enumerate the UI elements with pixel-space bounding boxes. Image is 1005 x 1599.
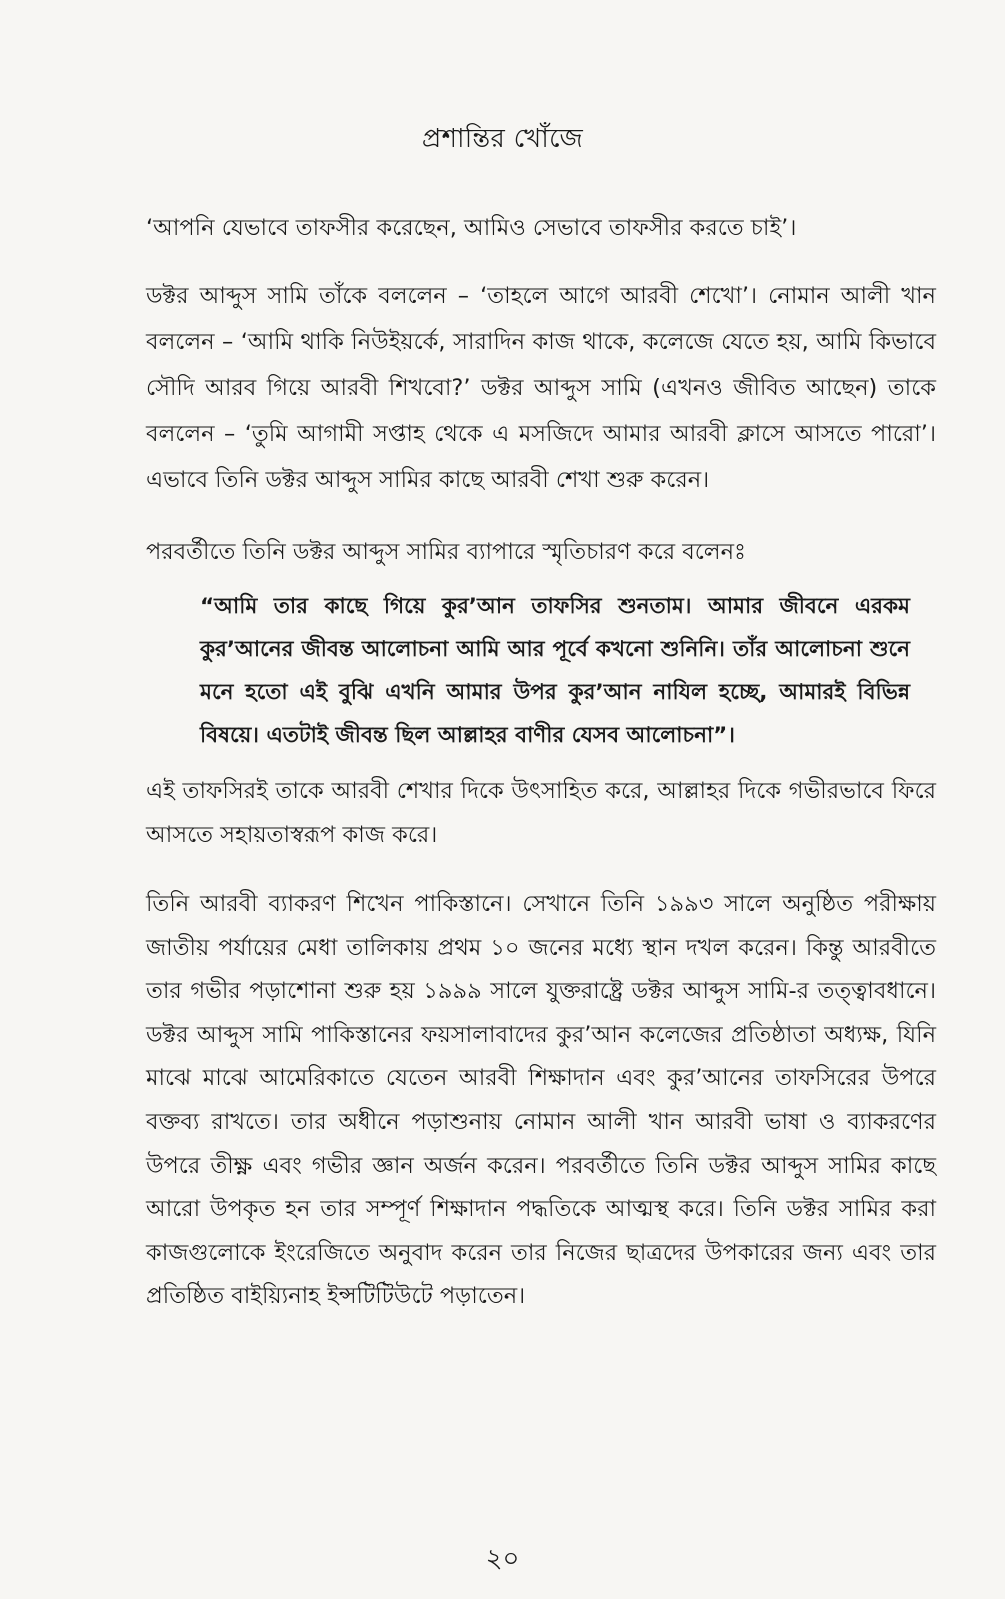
paragraph-2: ডক্টর আব্দুস সামি তাঁকে বললেন – ‘তাহলে আগে আরবী শেখো’। নোমান আলী খান বললেন – ‘আমি থাকি নিউইয়র্কে, সারাদিন কাজ থাকে, কলেজে যেতে হয়, আমি কিভাবে সৌদি আরব গিয়ে আরবী শিখবো?’ ডক্টর আব্দুস সামি (এখনও জীবিত আছেন) তাকে বললেন – ‘তুমি আগামী সপ্তাহ থেকে এ মসজিদে আমার আরবী ক্লাসে আসতে পারো’। এভাবে তিনি ডক্টর আব্দুস সামির কাছে আরবী শেখা শুরু করেন। <box>146 283 936 493</box>
page-number: ২০ <box>485 1544 520 1574</box>
block-quote: “আমি তার কাছে গিয়ে কুর’আন তাফসির শুনতাম। আমার জীবনে এরকম কুর’আনের জীবন্ত আলোচনা আমি আর পূর্বে কখনো শুনিনি। তাঁর আলোচনা শুনে মনে হতো এই বুঝি এখনি আমার উপর কুর’আন নাযিল হচ্ছে, আমারই বিভিন্ন বিষয়ে। এতটাই জীবন্ত ছিল আল্লাহর বাণীর যেসব আলোচনা”। <box>200 594 910 748</box>
paragraph-5: এই তাফসিরই তাকে আরবী শেখার দিকে উৎসাহিত করে, আল্লাহর দিকে গভীরভাবে ফিরে আসতে সহায়তাস্বরূপ কাজ করে। <box>146 778 936 848</box>
paragraph-1: ‘আপনি যেভাবে তাফসীর করেছেন, আমিও সেভাবে তাফসীর করতে চাই’। <box>146 215 797 241</box>
paragraph-6: তিনি আরবী ব্যাকরণ শিখেন পাকিস্তানে। সেখানে তিনি ১৯৯৩ সালে অনুষ্ঠিত পরীক্ষায় জাতীয় পর্যায়ের মেধা তালিকায় প্রথম ১০ জনের মধ্যে স্থান দখল করেন। কিন্তু আরবীতে তার গভীর পড়াশোনা শুরু হয় ১৯৯৯ সালে যুক্তরাষ্ট্রে ডক্টর আব্দুস সামি-র তত্ত্বাবধানে। ডক্টর আব্দুস সামি পাকিস্তানের ফয়সালাবাদের কুর’আন কলেজের প্রতিষ্ঠাতা অধ্যক্ষ, যিনি মাঝে মাঝে আমেরিকাতে যেতেন আরবী শিক্ষাদান এবং কুর’আনের তাফসিরের উপরে বক্তব্য রাখতে। তার অধীনে পড়াশুনায় নোমান আলী খান আরবী ভাষা ও ব্যাকরণের উপরে তীক্ষ্ণ এবং গভীর জ্ঞান অর্জন করেন। পরবর্তীতে তিনি ডক্টর আব্দুস সামির কাছে আরো উপকৃত হন তার সম্পূর্ণ শিক্ষাদান পদ্ধতিকে আত্মস্থ করে। তিনি ডক্টর সামির করা কাজগুলোকে ইংরেজিতে অনুবাদ করেন তার নিজের ছাত্রদের উপকারের জন্য এবং তার প্রতিষ্ঠিত বাইয়্যিনাহ ইন্সটিটিউটে পড়াতেন। <box>146 891 936 1310</box>
running-header: প্রশান্তির খোঁজে <box>421 124 584 154</box>
paragraph-3: পরবর্তীতে তিনি ডক্টর আব্দুস সামির ব্যাপারে স্মৃতিচারণ করে বলেনঃ <box>146 539 746 565</box>
page-body <box>146 205 936 1319</box>
